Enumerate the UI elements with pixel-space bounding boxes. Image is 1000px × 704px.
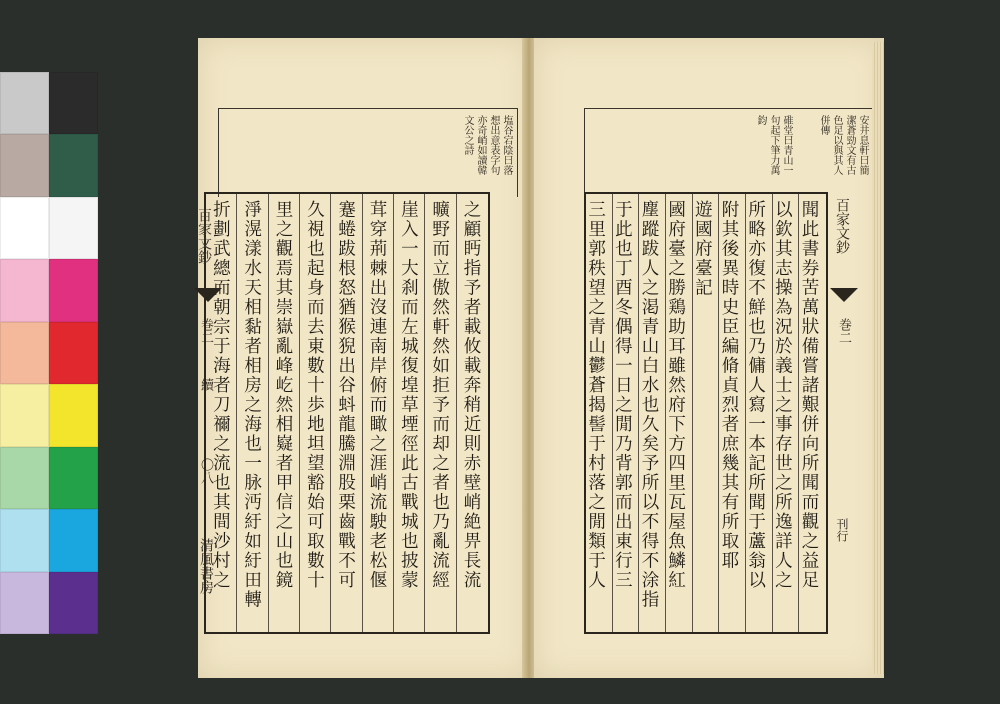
column-rule [798,194,799,632]
headnote-line: 色足以與其人 [831,115,842,175]
left-headnote [218,108,518,197]
color-swatch [49,72,98,134]
text-column: 三里郭秩望之青山鬱蒼揭髻于村落之閒類于人 [585,200,606,590]
column-rule [692,194,693,632]
color-swatch [0,259,49,321]
text-column: 塵蹤跋人之渇青山白水也久矣予所以不得不涂指 [639,200,659,610]
left-hanshin-volume: 巻二 [198,318,213,344]
text-column: 國府臺之勝鶏助耳雖然府下方四里瓦屋魚鱗紅 [665,200,686,590]
text-column: 所略亦復不鮮也乃傭人寫一本記所聞于蘆翁以 [745,200,766,590]
headnote-line: 亦奇峭如讀韓 [475,115,486,175]
text-column: 久視也起身而去東數十歩地坦望豁始可取數十 [304,200,325,590]
column-rule [638,194,639,632]
headnote-line: 安井息軒曰簡 [857,115,868,175]
column-rule [424,194,425,632]
color-swatch [0,322,49,384]
column-rule [745,194,746,632]
right-page [534,38,884,678]
text-column: 折劃武總而朝宗于海者刀禰之流也其間沙村之 [210,200,231,590]
text-column: 里之觀焉其崇嶽亂峰屹然相嶷者甲信之山也鏡 [273,200,293,590]
headnote-line: 鈞 [755,115,766,125]
headnote-line: 塩谷宕陰曰落 [501,115,512,175]
text-column: 崖入一大刹而左城復堭草堙徑此古戰城也披蒙 [398,200,419,590]
left-folio: 〇八 [198,458,213,484]
text-column: 蹇蜷跋根怒猶猴猊出谷蚪龍騰淵股栗齒戰不可 [335,200,356,590]
right-hanshin-volume: 巻二 [836,318,851,344]
color-swatch [0,447,49,509]
column-rule [665,194,666,632]
color-swatch [0,572,49,634]
headnote-line: 句起下筆力萬 [768,115,779,175]
text-column: 曠野而立傲然軒然如拒予而却之者也乃亂流經 [429,200,450,590]
text-column: 淨滉漾水天相黏者相房之海也一脉沔紆如紆田轉 [241,200,262,610]
right-text-frame [584,192,828,634]
text-column: 之顧眄指予者載攸載奔稍近則赤壁峭絶畀長流 [461,200,481,590]
column-rule [268,194,269,632]
fore-edge [872,42,884,674]
column-rule [236,194,237,632]
headnote-line: 文公之詩 [462,115,473,155]
color-swatch [49,384,98,446]
color-swatch [0,384,49,446]
color-swatch [0,134,49,196]
left-page [198,38,530,678]
color-swatch [49,197,98,259]
headnote-line: 想出意表字句 [488,115,499,175]
headnote-line: 潔蒼勁文有古 [844,115,855,175]
color-swatch [49,447,98,509]
text-column: 于此也丁酉冬偶得一日之閒乃背郭而出東行三 [612,200,633,590]
text-column: 茸穿荊棘出沒連南岸俯而瞰之涯峭流駛老松偃 [367,200,387,590]
left-fishtail [194,288,222,302]
column-rule [330,194,331,632]
headnote-line: 併傳 [818,115,829,135]
column-rule [718,194,719,632]
right-headnote [584,108,874,197]
color-swatch [49,509,98,571]
color-swatch [49,322,98,384]
column-rule [393,194,394,632]
color-swatch [49,572,98,634]
column-rule [456,194,457,632]
column-rule [362,194,363,632]
right-hanshin-title: 百家文鈔 [834,198,850,254]
color-swatch [0,197,49,259]
color-swatch [49,259,98,321]
color-calibration-chart [0,72,98,634]
publisher-imprint: 清風書房 [198,538,214,594]
text-column: 遊國府臺記 [692,200,713,298]
right-fishtail [830,288,858,302]
color-swatch [0,72,49,134]
column-rule [612,194,613,632]
open-book [190,38,890,678]
left-hanshin-title: 百家文鈔 [196,208,212,264]
right-hanshin-sub: 刊行 [835,518,849,542]
text-column: 以欽其志操為況於義士之事存世之所逸詳人之 [772,200,793,590]
left-text-frame [204,192,490,634]
headnote-line: 碓堂曰青山一 [781,115,792,175]
text-column: 附其後異時史臣編脩貞烈者庶幾其有所取耶 [719,200,739,571]
color-swatch [0,509,49,571]
color-swatch [49,134,98,196]
text-column: 聞此書券苦萬狀備嘗諸艱併向所聞而觀之益足 [799,200,819,590]
column-rule [772,194,773,632]
column-rule [299,194,300,632]
left-hanshin-sub: 續 [198,378,213,391]
